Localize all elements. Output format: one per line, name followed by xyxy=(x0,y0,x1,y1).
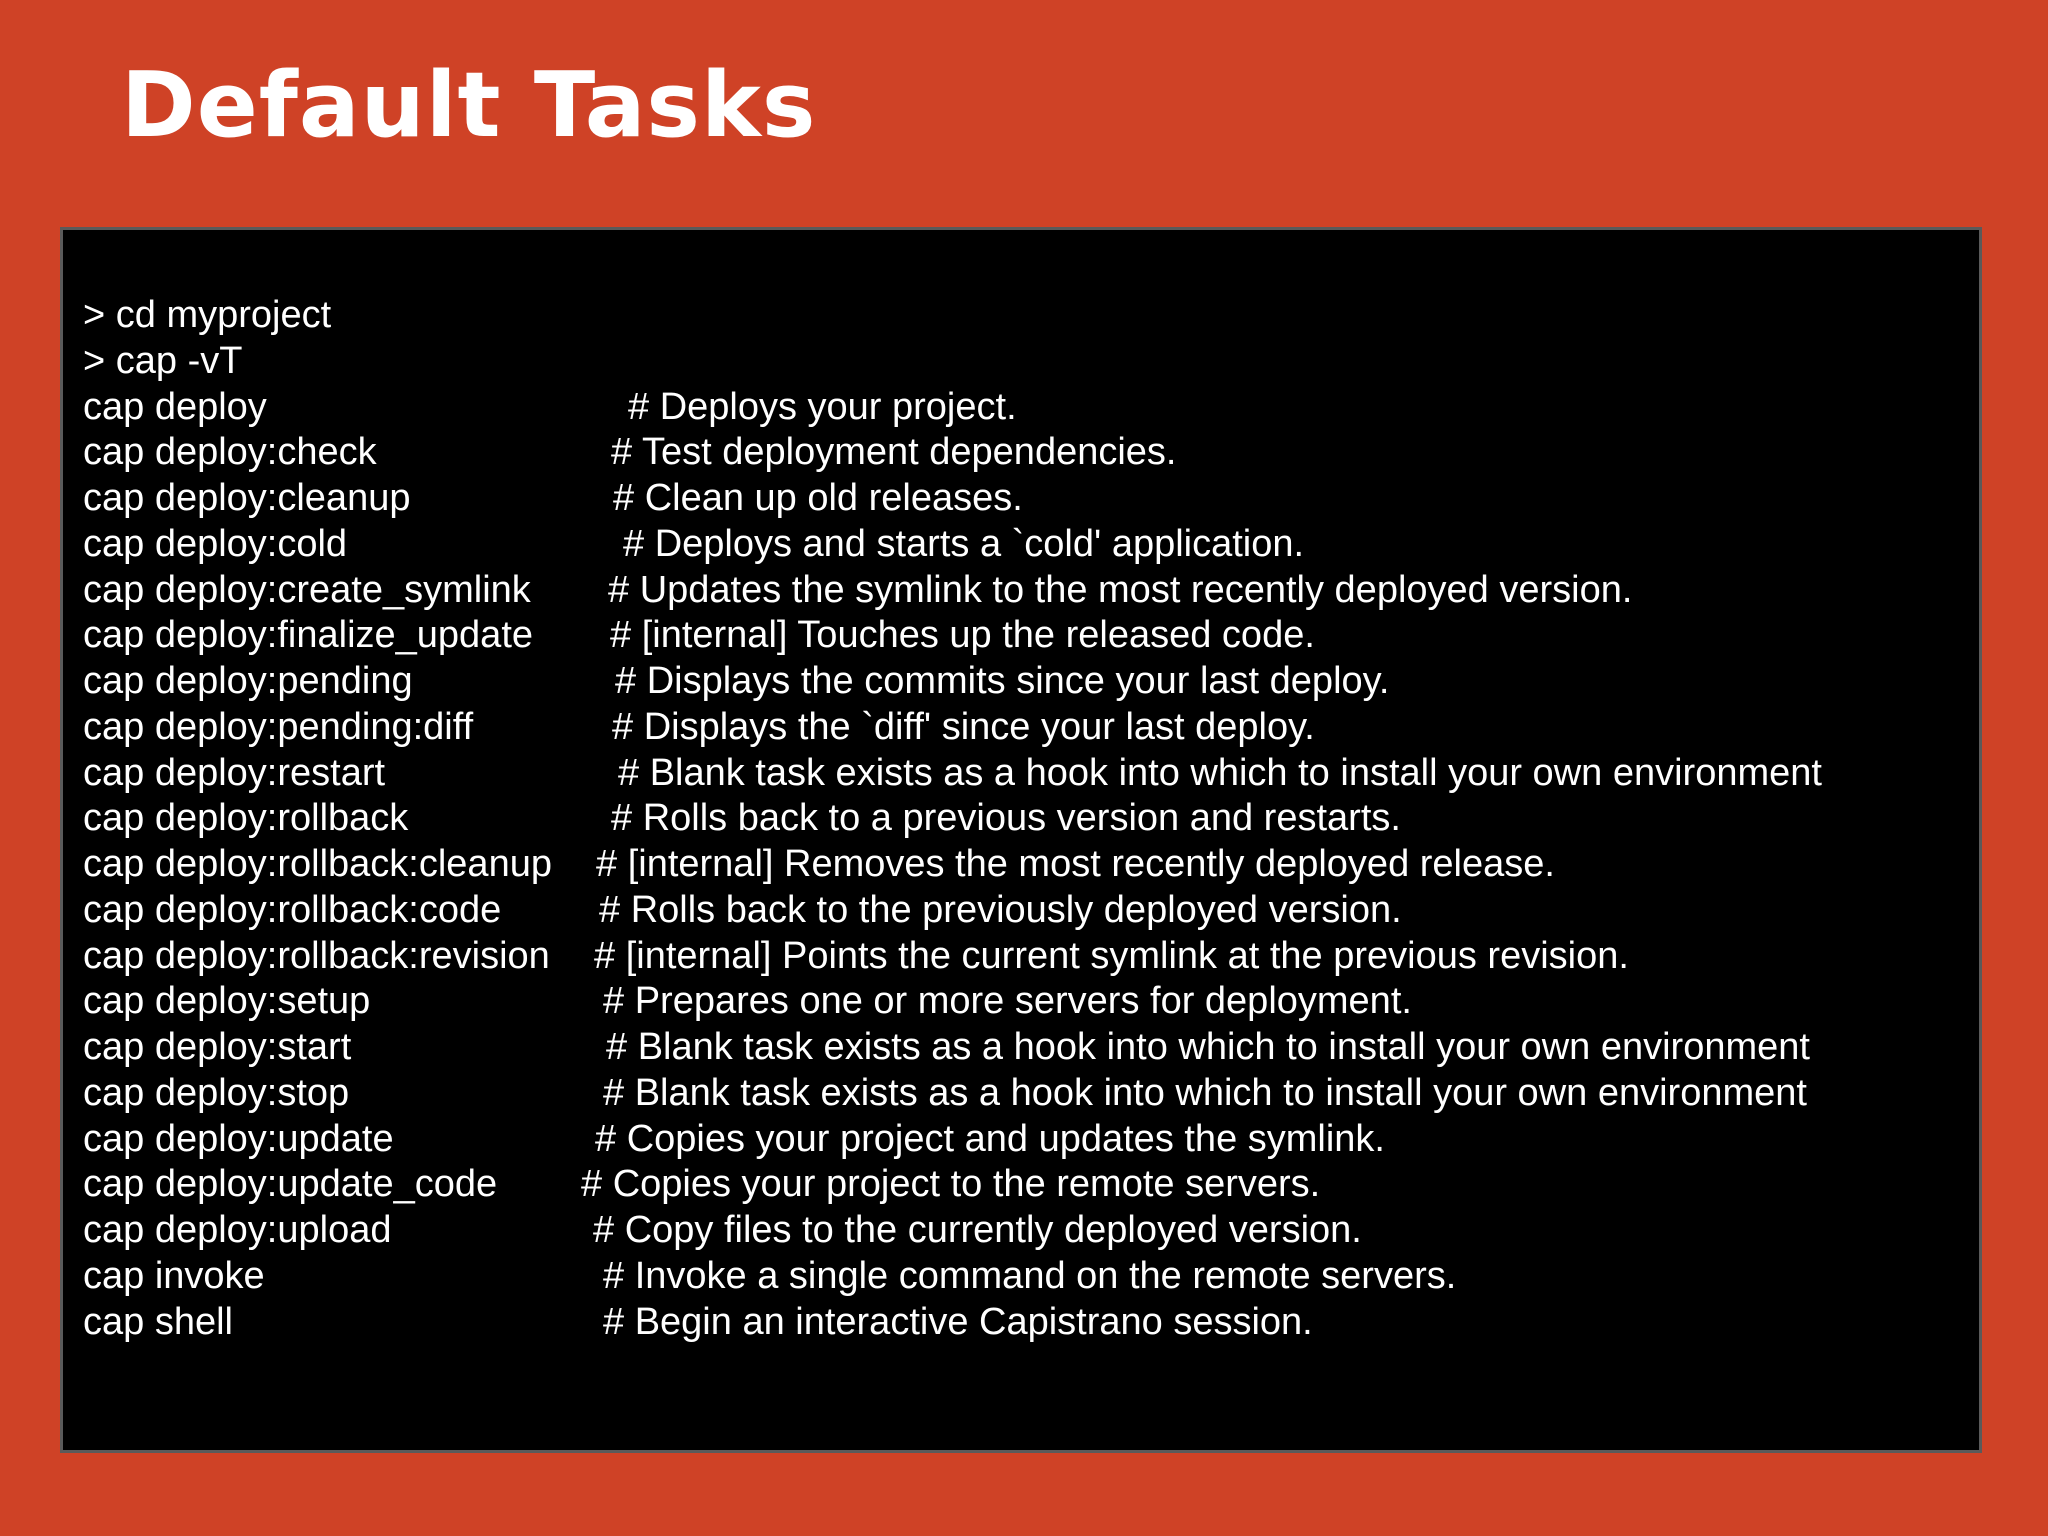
task-command: cap deploy xyxy=(83,385,267,428)
task-command: cap deploy:upload xyxy=(83,1209,392,1251)
task-row xyxy=(83,796,1959,842)
prompt-text: > cap -vT xyxy=(83,339,243,382)
task-description: # Copies your project to the remote servers. xyxy=(581,1163,1321,1206)
task-row xyxy=(83,568,1959,614)
task-description: # Displays the `diff' since your last deploy. xyxy=(612,705,1315,748)
task-row xyxy=(83,979,1959,1025)
task-row xyxy=(83,751,1959,797)
task-description: # [internal] Removes the most recently deployed release. xyxy=(596,843,1555,885)
task-row xyxy=(83,613,1959,659)
task-description: # Rolls back to a previous version and restarts. xyxy=(611,797,1401,840)
task-command: cap deploy:pending:diff xyxy=(83,705,474,748)
task-description: # Deploys your project. xyxy=(628,385,1017,428)
task-command: cap shell xyxy=(83,1300,233,1343)
task-command: cap deploy:start xyxy=(83,1026,352,1068)
task-description: # Rolls back to the previously deployed version. xyxy=(599,888,1402,931)
task-command: cap deploy:rollback:revision xyxy=(83,934,550,977)
task-command: cap deploy:cleanup xyxy=(83,477,411,519)
terminal-body xyxy=(83,293,1959,1345)
task-description: # Test deployment dependencies. xyxy=(611,431,1177,474)
task-row xyxy=(83,476,1959,522)
task-command: cap deploy:rollback:code xyxy=(83,888,502,931)
task-description: # Clean up old releases. xyxy=(613,477,1023,519)
task-command: cap deploy:create_symlink xyxy=(83,568,531,611)
prompt-line xyxy=(83,339,1959,385)
task-row xyxy=(83,1254,1959,1300)
task-description: # Blank task exists as a hook into which to install your own environment xyxy=(618,751,1822,794)
task-row xyxy=(83,430,1959,476)
task-row xyxy=(83,522,1959,568)
task-description: # Prepares one or more servers for deployment. xyxy=(603,980,1412,1023)
task-row xyxy=(83,385,1959,431)
task-description: # [internal] Points the current symlink at the previous revision. xyxy=(594,934,1629,977)
task-command: cap deploy:setup xyxy=(83,980,371,1023)
task-description: # [internal] Touches up the released code. xyxy=(610,614,1315,657)
task-row xyxy=(83,705,1959,751)
task-command: cap deploy:restart xyxy=(83,751,386,794)
task-row xyxy=(83,1071,1959,1117)
task-description: # Blank task exists as a hook into which to install your own environment xyxy=(606,1026,1810,1068)
task-description: # Copies your project and updates the symlink. xyxy=(595,1117,1385,1160)
task-row xyxy=(83,888,1959,934)
task-command: cap deploy:finalize_update xyxy=(83,614,534,657)
task-command: cap deploy:update xyxy=(83,1117,394,1160)
task-row xyxy=(83,934,1959,980)
task-command: cap deploy:check xyxy=(83,431,377,474)
task-description: # Deploys and starts a `cold' application. xyxy=(623,522,1305,565)
task-command: cap deploy:rollback:cleanup xyxy=(83,843,552,885)
task-command: cap deploy:rollback xyxy=(83,797,409,840)
task-description: # Begin an interactive Capistrano session. xyxy=(603,1300,1313,1343)
task-description: # Blank task exists as a hook into which to install your own environment xyxy=(603,1071,1807,1114)
slide-title: Default Tasks xyxy=(121,53,817,158)
task-row xyxy=(83,1162,1959,1208)
task-description: # Displays the commits since your last deploy. xyxy=(615,660,1390,702)
task-description: # Copy files to the currently deployed version. xyxy=(593,1209,1362,1251)
task-command: cap deploy:pending xyxy=(83,660,413,702)
task-row xyxy=(83,842,1959,888)
task-row xyxy=(83,1117,1959,1163)
task-description: # Invoke a single command on the remote servers. xyxy=(603,1254,1457,1297)
task-command: cap invoke xyxy=(83,1254,265,1297)
task-row xyxy=(83,659,1959,705)
task-description: # Updates the symlink to the most recently deployed version. xyxy=(608,568,1633,611)
task-row xyxy=(83,1300,1959,1346)
task-command: cap deploy:update_code xyxy=(83,1163,498,1206)
task-row xyxy=(83,1025,1959,1071)
task-command: cap deploy:cold xyxy=(83,522,348,565)
terminal-output-panel xyxy=(60,227,1982,1453)
task-command: cap deploy:stop xyxy=(83,1071,350,1114)
task-row xyxy=(83,1208,1959,1254)
prompt-line xyxy=(83,293,1959,339)
prompt-text: > cd myproject xyxy=(83,294,332,336)
